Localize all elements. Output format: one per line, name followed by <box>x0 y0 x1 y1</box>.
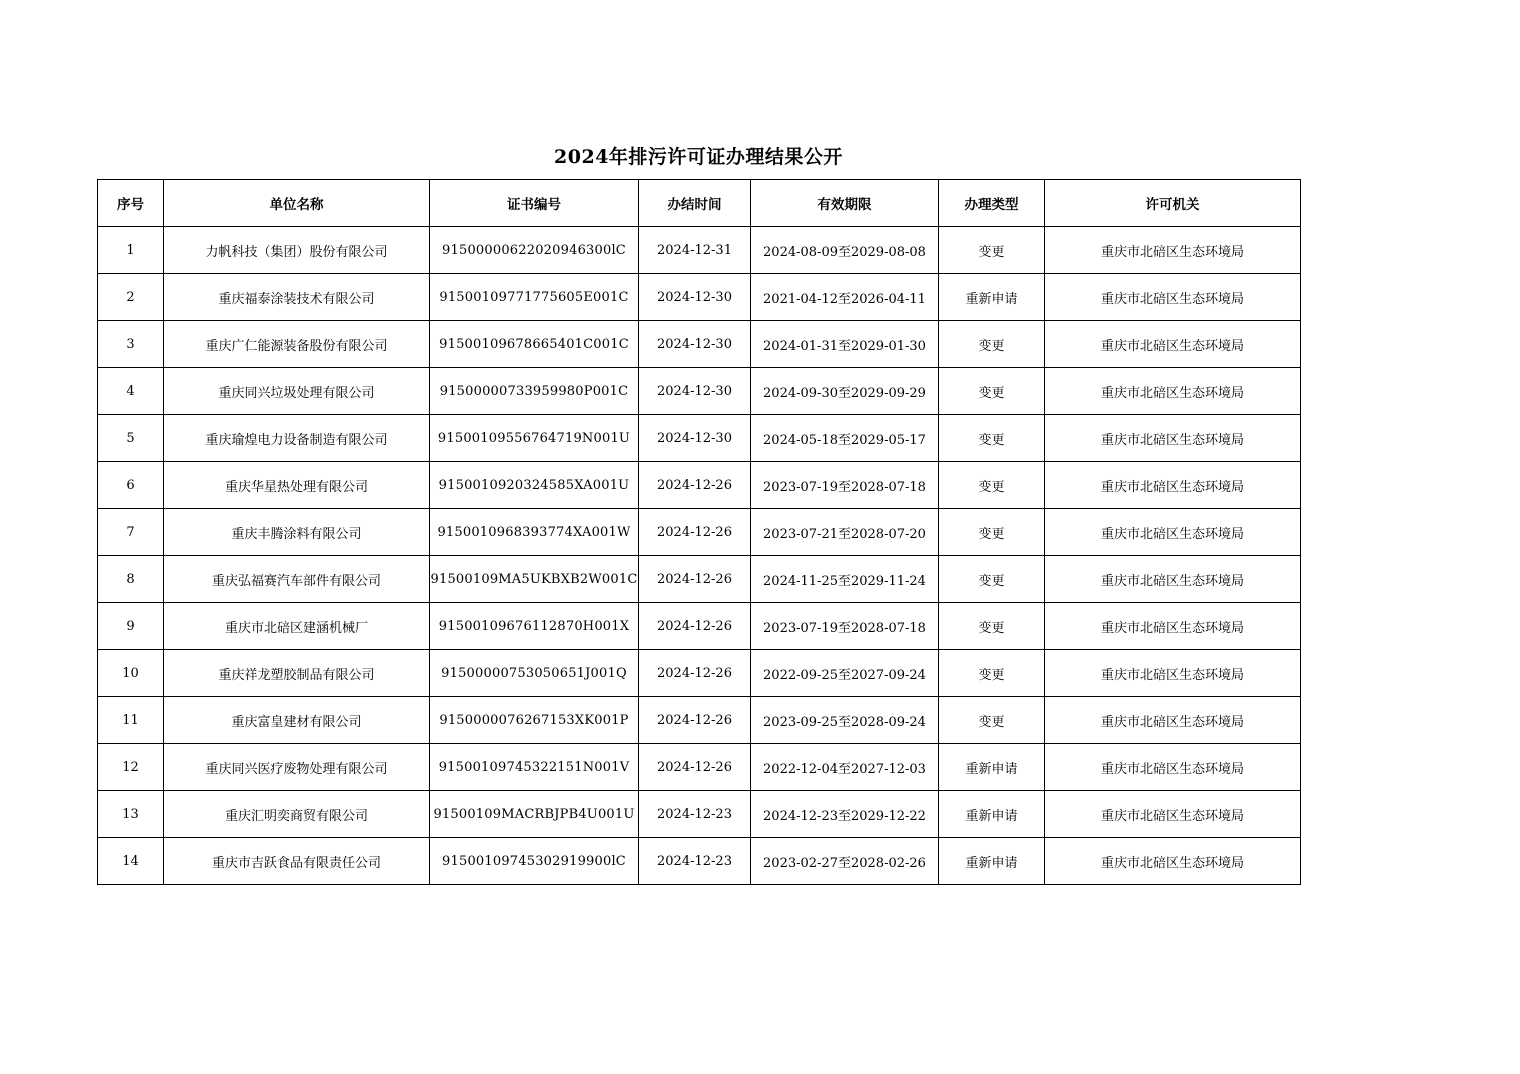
cell-date: 2024-12-30 <box>639 368 751 415</box>
cell-date: 2024-12-26 <box>639 556 751 603</box>
cell-cert-no: 9150000076267153XK001P <box>430 697 639 744</box>
cell-company: 重庆华星热处理有限公司 <box>164 462 430 509</box>
cell-seq: 7 <box>98 509 164 556</box>
table-row <box>98 368 1301 415</box>
cell-authority: 重庆市北碚区生态环境局 <box>1045 603 1301 650</box>
cell-cert-no: 91500109676112870H001X <box>430 603 639 650</box>
cell-date: 2024-12-30 <box>639 415 751 462</box>
cell-date: 2024-12-26 <box>639 509 751 556</box>
cell-cert-no: 91500109678665401C001C <box>430 321 639 368</box>
cell-seq: 12 <box>98 744 164 791</box>
cell-authority: 重庆市北碚区生态环境局 <box>1045 697 1301 744</box>
cell-validity: 2024-09-30至2029-09-29 <box>751 368 939 415</box>
cell-validity: 2021-04-12至2026-04-11 <box>751 274 939 321</box>
cell-type: 变更 <box>939 650 1045 697</box>
cell-date: 2024-12-26 <box>639 744 751 791</box>
cell-type: 重新申请 <box>939 744 1045 791</box>
cell-date: 2024-12-30 <box>639 321 751 368</box>
cell-seq: 5 <box>98 415 164 462</box>
cell-cert-no: 91500109745322151N001V <box>430 744 639 791</box>
cell-authority: 重庆市北碚区生态环境局 <box>1045 462 1301 509</box>
cell-date: 2024-12-30 <box>639 274 751 321</box>
cell-company: 重庆同兴医疗废物处理有限公司 <box>164 744 430 791</box>
cell-date: 2024-12-23 <box>639 791 751 838</box>
cell-type: 变更 <box>939 227 1045 274</box>
cell-authority: 重庆市北碚区生态环境局 <box>1045 556 1301 603</box>
cell-authority: 重庆市北碚区生态环境局 <box>1045 274 1301 321</box>
table-row <box>98 274 1301 321</box>
header-seq: 序号 <box>98 180 164 227</box>
table-row <box>98 415 1301 462</box>
cell-type: 重新申请 <box>939 274 1045 321</box>
cell-date: 2024-12-26 <box>639 650 751 697</box>
cell-authority: 重庆市北碚区生态环境局 <box>1045 744 1301 791</box>
cell-authority: 重庆市北碚区生态环境局 <box>1045 509 1301 556</box>
permit-results-table <box>97 179 1301 885</box>
cell-cert-no: 91500109771775605E001C <box>430 274 639 321</box>
cell-seq: 11 <box>98 697 164 744</box>
cell-company: 力帆科技（集团）股份有限公司 <box>164 227 430 274</box>
table-row <box>98 697 1301 744</box>
cell-type: 重新申请 <box>939 791 1045 838</box>
cell-type: 变更 <box>939 368 1045 415</box>
header-validity: 有效期限 <box>751 180 939 227</box>
cell-authority: 重庆市北碚区生态环境局 <box>1045 791 1301 838</box>
cell-company: 重庆祥龙塑胶制品有限公司 <box>164 650 430 697</box>
cell-company: 重庆弘福赛汽车部件有限公司 <box>164 556 430 603</box>
cell-type: 变更 <box>939 556 1045 603</box>
cell-validity: 2023-07-19至2028-07-18 <box>751 462 939 509</box>
cell-seq: 2 <box>98 274 164 321</box>
cell-company: 重庆市吉跃食品有限责任公司 <box>164 838 430 885</box>
cell-validity: 2023-07-21至2028-07-20 <box>751 509 939 556</box>
cell-type: 变更 <box>939 697 1045 744</box>
cell-company: 重庆同兴垃圾处理有限公司 <box>164 368 430 415</box>
cell-date: 2024-12-26 <box>639 603 751 650</box>
cell-company: 重庆丰腾涂料有限公司 <box>164 509 430 556</box>
cell-cert-no: 91500109MA5UKBXB2W001C <box>430 556 639 603</box>
cell-seq: 3 <box>98 321 164 368</box>
cell-type: 变更 <box>939 509 1045 556</box>
cell-company: 重庆广仁能源装备股份有限公司 <box>164 321 430 368</box>
cell-seq: 8 <box>98 556 164 603</box>
cell-authority: 重庆市北碚区生态环境局 <box>1045 415 1301 462</box>
cell-company: 重庆瑜煌电力设备制造有限公司 <box>164 415 430 462</box>
cell-date: 2024-12-26 <box>639 697 751 744</box>
table-row <box>98 744 1301 791</box>
cell-type: 变更 <box>939 415 1045 462</box>
cell-authority: 重庆市北碚区生态环境局 <box>1045 650 1301 697</box>
header-type: 办理类型 <box>939 180 1045 227</box>
cell-cert-no: 91500109745302919900lC <box>430 838 639 885</box>
table-row <box>98 509 1301 556</box>
cell-validity: 2024-11-25至2029-11-24 <box>751 556 939 603</box>
cell-cert-no: 91500109MACRBJPB4U001U <box>430 791 639 838</box>
cell-type: 变更 <box>939 321 1045 368</box>
header-cert-no: 证书编号 <box>430 180 639 227</box>
cell-cert-no: 9150010920324585XA001U <box>430 462 639 509</box>
cell-type: 变更 <box>939 603 1045 650</box>
cell-authority: 重庆市北碚区生态环境局 <box>1045 368 1301 415</box>
cell-type: 变更 <box>939 462 1045 509</box>
cell-seq: 6 <box>98 462 164 509</box>
cell-seq: 1 <box>98 227 164 274</box>
table-row <box>98 603 1301 650</box>
cell-cert-no: 91500109556764719N001U <box>430 415 639 462</box>
table-header-row <box>98 180 1301 227</box>
cell-seq: 10 <box>98 650 164 697</box>
cell-date: 2024-12-23 <box>639 838 751 885</box>
cell-validity: 2023-07-19至2028-07-18 <box>751 603 939 650</box>
table-row <box>98 227 1301 274</box>
page-title: 2024年排污许可证办理结果公开 <box>554 146 843 168</box>
cell-validity: 2024-08-09至2029-08-08 <box>751 227 939 274</box>
table-row <box>98 650 1301 697</box>
cell-company: 重庆汇明奕商贸有限公司 <box>164 791 430 838</box>
cell-company: 重庆市北碚区建涵机械厂 <box>164 603 430 650</box>
cell-seq: 4 <box>98 368 164 415</box>
cell-cert-no: 9150010968393774XA001W <box>430 509 639 556</box>
cell-validity: 2023-09-25至2028-09-24 <box>751 697 939 744</box>
cell-validity: 2022-09-25至2027-09-24 <box>751 650 939 697</box>
cell-cert-no: 91500000733959980P001C <box>430 368 639 415</box>
header-authority: 许可机关 <box>1045 180 1301 227</box>
cell-type: 重新申请 <box>939 838 1045 885</box>
cell-seq: 9 <box>98 603 164 650</box>
cell-seq: 13 <box>98 791 164 838</box>
cell-authority: 重庆市北碚区生态环境局 <box>1045 227 1301 274</box>
header-company: 单位名称 <box>164 180 430 227</box>
table-row <box>98 838 1301 885</box>
header-date: 办结时间 <box>639 180 751 227</box>
table-row <box>98 556 1301 603</box>
cell-company: 重庆富皇建材有限公司 <box>164 697 430 744</box>
cell-authority: 重庆市北碚区生态环境局 <box>1045 838 1301 885</box>
cell-validity: 2024-01-31至2029-01-30 <box>751 321 939 368</box>
cell-cert-no: 91500000753050651J001Q <box>430 650 639 697</box>
cell-company: 重庆福泰涂装技术有限公司 <box>164 274 430 321</box>
cell-date: 2024-12-31 <box>639 227 751 274</box>
cell-date: 2024-12-26 <box>639 462 751 509</box>
cell-cert-no: 91500000622020946300lC <box>430 227 639 274</box>
cell-validity: 2024-05-18至2029-05-17 <box>751 415 939 462</box>
cell-validity: 2022-12-04至2027-12-03 <box>751 744 939 791</box>
cell-validity: 2024-12-23至2029-12-22 <box>751 791 939 838</box>
cell-validity: 2023-02-27至2028-02-26 <box>751 838 939 885</box>
table-row <box>98 791 1301 838</box>
cell-seq: 14 <box>98 838 164 885</box>
table-row <box>98 462 1301 509</box>
table-row <box>98 321 1301 368</box>
cell-authority: 重庆市北碚区生态环境局 <box>1045 321 1301 368</box>
